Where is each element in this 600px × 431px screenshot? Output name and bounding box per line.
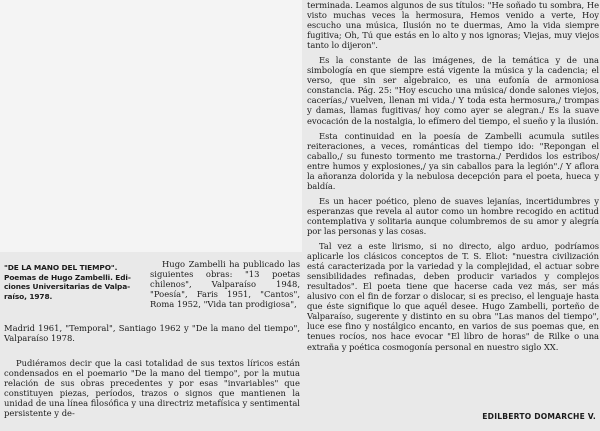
bio-continuation-block — [4, 323, 300, 343]
right-column — [307, 0, 599, 407]
right-paragraph: Esta continuidad en la poesía de Zambelli acumula sutiles reiteraciones, a veces, románticas del tiempo ido: "Repongan el caballo,/ su funesto tormento me trastorna./ Perdidos los estribos/ entre humos y explosiones,/ ya sin caballos para la legión"./ Y aflora la añoranza dolorida y la nebulosa decepción para el poeta, hueca y baldía. — [307, 130, 599, 191]
right-paragraph: terminada. Leamos algunos de sus títulos: "He soñado tu sombra, He visto muchas veces la hermosura, Hemos venido a verte, Hoy escucho una música, Ilusión no te duermas, Amo la vida siempre fugitiva; Oh, Tú que estás en lo alto y nos ignoras; Viejas, muy viejos tanto lo dijeron". — [307, 0, 599, 51]
bio-column — [150, 259, 300, 309]
bottom-paragraph: Pudiéramos decir que la casi totalidad de sus textos líricos están condensados en el poemario "De la mano del tiempo", por la mutua relación de sus obras precedentes y por esas "invariables" que constituyen piezas, períodos, trazos o signos que mantienen la unidad de una línea filosófica y una directriz metafísica y sentimental persistente y de- — [4, 358, 300, 419]
bio-continuation: Madrid 1961, "Temporal", Santiago 1962 y "De la mano del tiempo", Valparaíso 1978. — [4, 323, 300, 344]
review-header — [4, 263, 142, 302]
publisher-line: ciones Universitarias de Valpa- — [4, 282, 131, 292]
bio-paragraph: Hugo Zambelli ha publicado las siguientes obras: "13 poetas chilenos", Valparaíso 1948, "Poesía", Faris 1951, "Cantos", Roma 1952, "Vida tan prodigiosa", — [150, 259, 300, 310]
author-signature: EDILBERTO DOMARCHE V. — [482, 412, 596, 421]
right-paragraph: Es un hacer poético, pleno de suaves lejanías, incertidumbres y esperanzas que revela al autor como un hombre recogido en actitud contemplativa y solitaria aunque columbremos de su amor y alegría por las personas y las cosas. — [307, 195, 599, 236]
place-year: raíso, 1978. — [4, 292, 53, 302]
right-paragraph: Tal vez a este lirismo, si no directo, algo arduo, podríamos aplicarle los clásicos conceptos de T. S. Eliot: "nuestra civilización está caracterizada por la variedad y la complejidad, el actuar sobre sensibilidades refinadas, deben producir variados y complejos resultados". El poeta tiene que hacerse cada vez más, ser más alusivo con el fin de forzar o dislocar, si es preciso, el lenguaje hasta que éste signifique lo que aquél desee. Hugo Zambelli, porteño de Valparaíso, sugerente y distinto en su obra "Las manos del tiempo", luce ese fino y nostálgico encanto, en varios de sus poemas que, en tenues rocíos, nos hace evocar "El libro de horas" de Rilke o una extraña y poética cosmogonía personal en nuestro siglo XX. — [307, 241, 599, 352]
bottom-column — [4, 358, 300, 419]
author-line: Poemas de Hugo Zambelli. Edi- — [4, 272, 131, 282]
right-paragraph: Es la constante de las imágenes, de la temática y de una simbología en que siempre está vigente la música y la cadencia; el verso, que sin ser algebraico, es una eufonía de armoniosa constancia. Pág. 25: "Hoy escucho una música/ donde salones viejos, cacerías,/ vuelven, llenan mi vida./ Y toda esta hermosura,/ trompas y damas, llamas fugitivas/ hoy como ayer se alegran./ Es la suave evocación de la nostalgia, lo efímero del tiempo, el sueño y la ilusión. — [307, 55, 599, 126]
blank-area — [0, 0, 302, 252]
book-title: "DE LA MANO DEL TIEMPO". — [4, 263, 118, 272]
